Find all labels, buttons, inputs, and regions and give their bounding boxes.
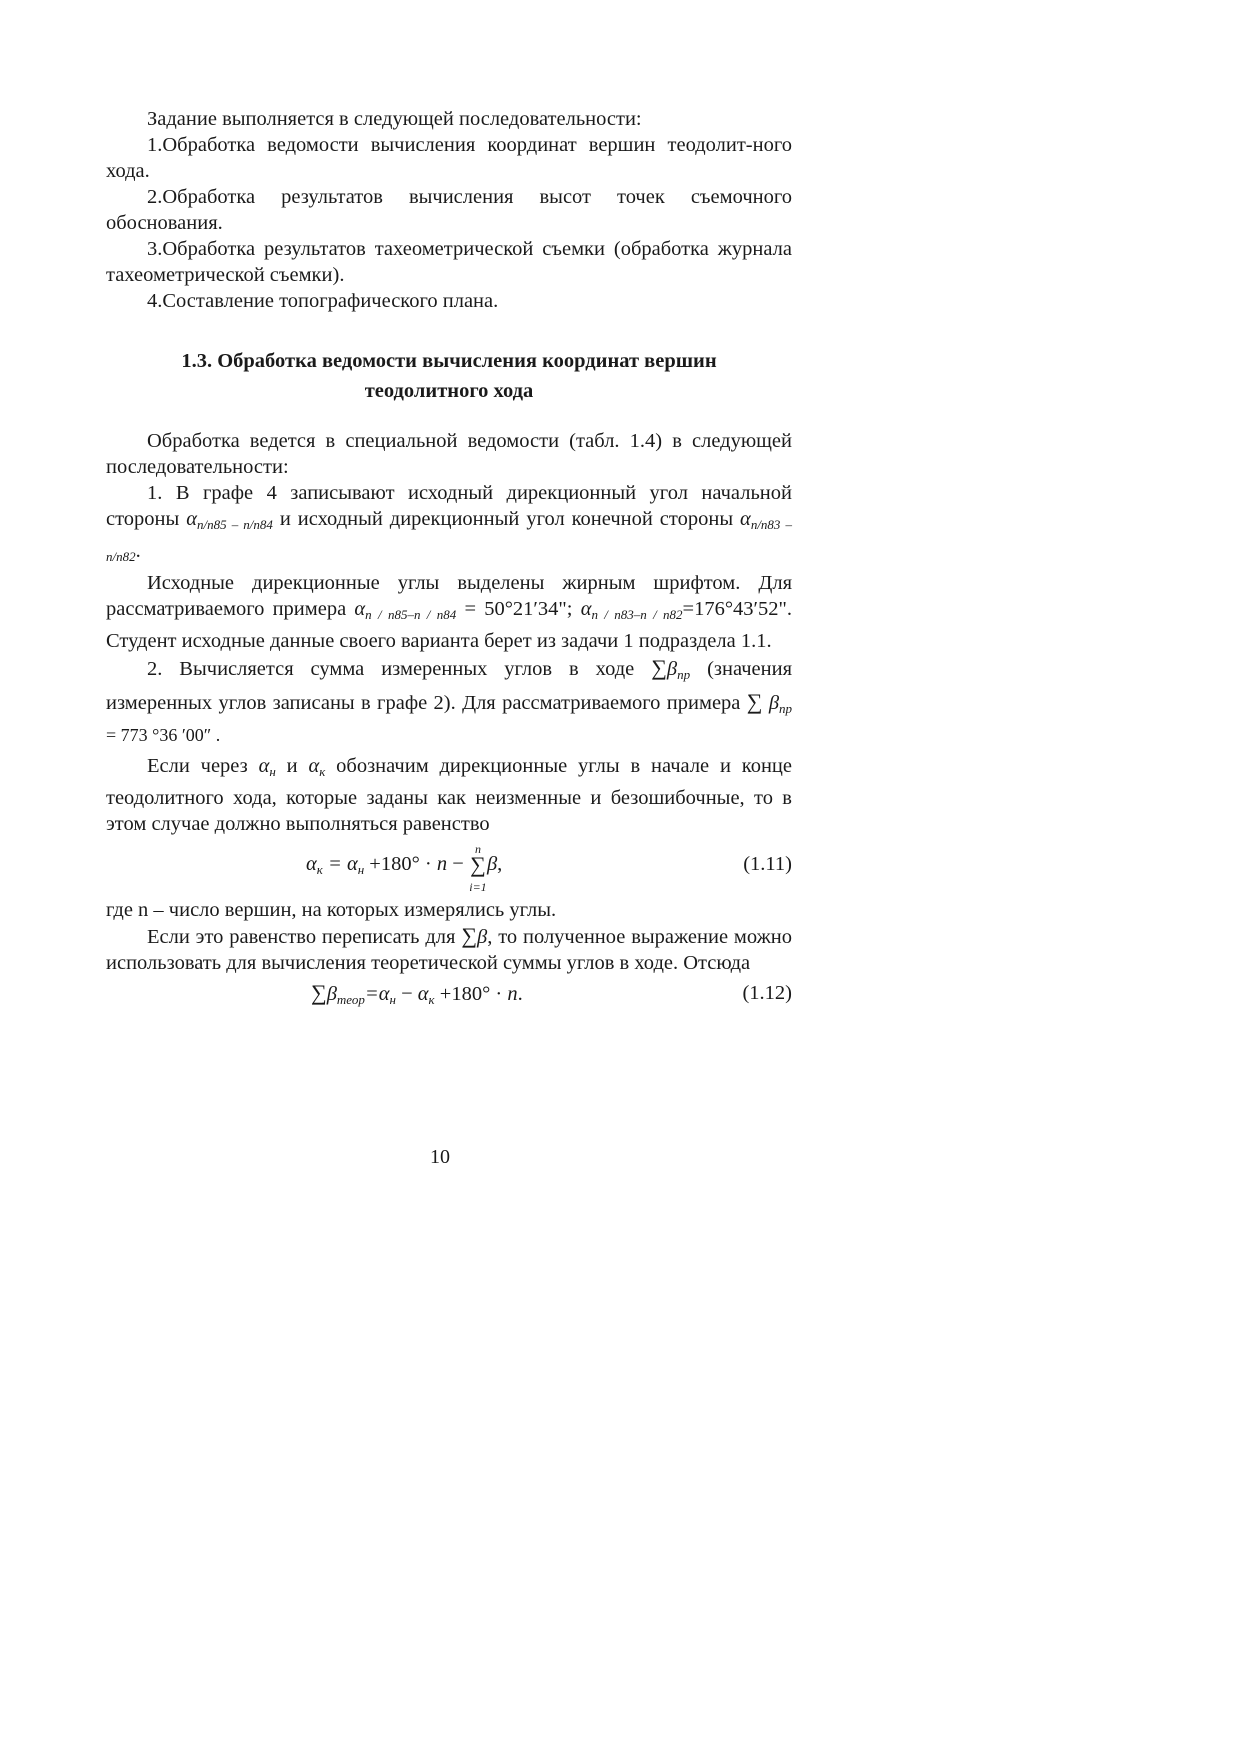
- equation-1-11: [106, 839, 792, 895]
- paragraph-where-n: где n – число вершин, на которых измерялись углы.: [106, 899, 557, 921]
- intro-item-1: 1.Обработка ведомости вычисления координат вершин теодолит-ного хода.: [106, 134, 792, 182]
- page-text-column: [106, 106, 792, 1016]
- beta-symbol: β: [477, 926, 488, 948]
- rewrite-text-b: , то полученное выражение можно использовать для вычисления теоретической суммы углов в ходе. Отсюда: [106, 926, 793, 974]
- intro-item-3: 3.Обработка результатов тахеометрической съемки (обработка журнала тахеометрической съемки).: [106, 238, 792, 286]
- alpha-symbol: α: [186, 508, 198, 530]
- rewrite-text-a: Если это равенство переписать для: [147, 926, 456, 948]
- example-subscript-1: n / n85–n / n84: [365, 607, 457, 622]
- sum-sign-icon: ∑: [461, 923, 478, 948]
- alpha-symbol: α: [580, 598, 592, 620]
- paragraph-procedure: Обработка ведется в специальной ведомости (табл. 1.4) в следующей последовательности:: [106, 430, 792, 478]
- step1-text-a: 1. В графе 4 записывают исходный дирекционный угол начальной стороны: [106, 482, 792, 530]
- equation-1-12-formula: $\sum\beta_{теор}=\alpha_н - \alpha_к +180^\circ \cdot n$.: [311, 980, 523, 1007]
- equation-1-12: [106, 978, 792, 1014]
- alpha-k-symbol: $\alpha_к$: [308, 755, 326, 779]
- example-text-b: Студент исходные данные своего варианта берет из задачи 1 подраздела 1.1.: [106, 630, 772, 652]
- section-heading: [106, 346, 792, 406]
- page-number: 10: [430, 1146, 450, 1168]
- condition-text-a: Если через: [147, 755, 248, 777]
- section-heading-line-1: 1.3. Обработка ведомости вычисления координат вершин: [181, 350, 717, 372]
- intro-item-2: 2.Обработка результатов вычисления высот точек съемочного обоснования.: [106, 186, 792, 234]
- step1-subscript-2: n/n83 – n/n82: [106, 517, 792, 564]
- sum-sign-icon: ∑: [651, 655, 667, 680]
- alpha-n-symbol: $\alpha_н$: [258, 755, 276, 779]
- equation-1-12-number: (1.12): [742, 982, 792, 1004]
- equation-1-11-number: (1.11): [743, 853, 792, 875]
- alpha-symbol: α: [354, 598, 366, 620]
- paragraph-step-2: [106, 654, 792, 749]
- step1-subscript-1: n/n85 – n/n84: [197, 517, 273, 532]
- intro-item-4: 4.Составление топографического плана.: [147, 290, 499, 312]
- sum-limits: n ∑ i=1: [469, 841, 487, 894]
- condition-and: и: [286, 755, 298, 777]
- sum-sign-icon: ∑: [746, 689, 763, 714]
- example-value-1: = 50°21′34";: [464, 598, 573, 620]
- step2-text-a: 2. Вычисляется сумма измеренных углов в ходе: [147, 658, 635, 680]
- paragraph-example-angles: [106, 570, 792, 654]
- condition-text-b: обозначим дирекционные углы в начале и конце теодолитного хода, которые заданы как неизменные и безошибочные, то в этом случае должно выполняться равенство: [106, 755, 792, 835]
- paragraph-rewrite: [106, 923, 792, 976]
- example-value-2: =176°43′52".: [682, 598, 793, 620]
- alpha-symbol: α: [740, 508, 751, 530]
- step2-subscript: пр: [677, 667, 691, 682]
- beta-symbol: β: [768, 692, 780, 714]
- example-text-a: Исходные дирекционные углы выделены жирным шрифтом. Для рассматриваемого примера: [106, 572, 792, 620]
- paragraph-condition: [106, 753, 792, 837]
- step1-text-b: и исходный дирекционный угол конечной стороны: [279, 508, 734, 530]
- section-heading-line-2: теодолитного хода: [364, 380, 534, 402]
- step2-value: = 773 °36 ′00″ .: [106, 725, 221, 745]
- step2-subscript-2: пр: [779, 701, 793, 716]
- step2-text-b: (значения измеренных углов записаны в графе 2). Для рассматриваемого примера: [106, 658, 793, 714]
- paragraph-step-1: 1. В графе 4 записывают исходный дирекционный угол начальной стороны $\alpha_{n/n85 - n/n84}$ и исходный дирекционный угол конечной стороны $\alpha_{n/n83 - n/n82}$.: [106, 482, 792, 564]
- intro-lead: Задание выполняется в следующей последовательности:: [147, 108, 642, 130]
- example-subscript-2: n / n83–n / n82: [591, 607, 683, 622]
- equation-1-11-formula: $\alpha_к = \alpha_н +180^\circ \cdot n$ − n ∑ i=1 β,: [306, 841, 503, 894]
- beta-symbol: β: [666, 658, 678, 680]
